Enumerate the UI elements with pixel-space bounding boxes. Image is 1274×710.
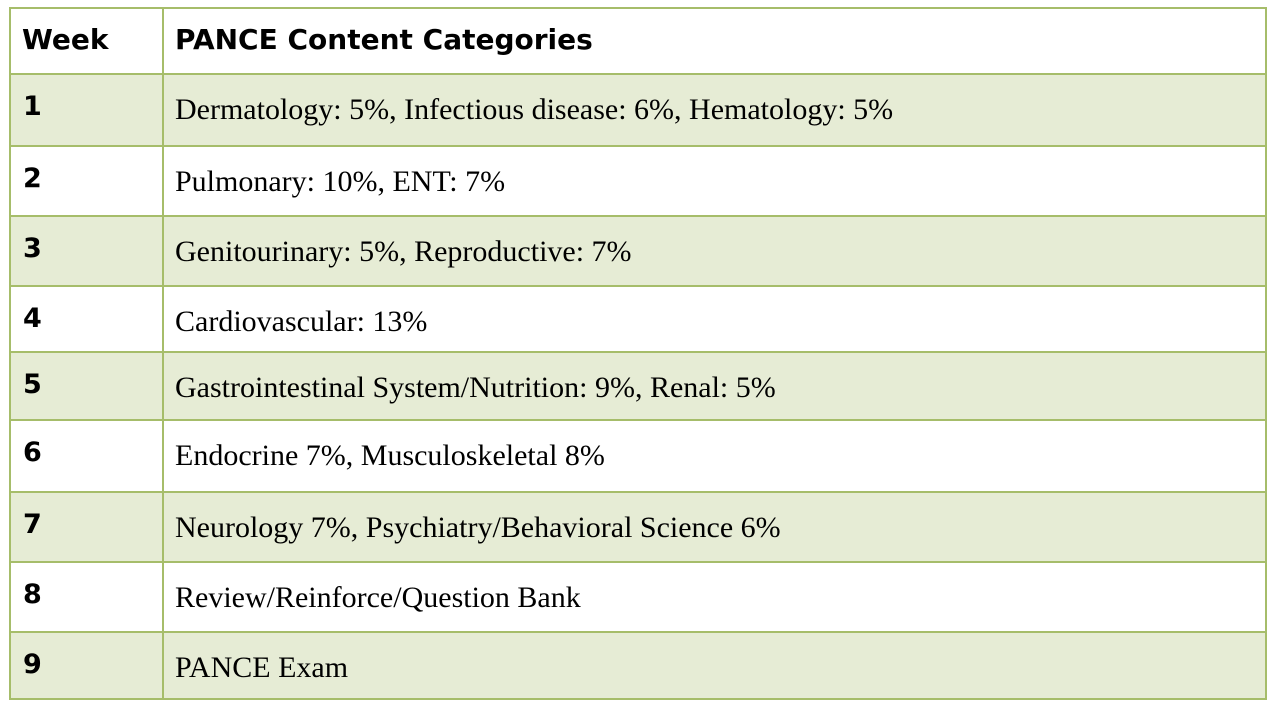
table-row [10,492,1266,562]
week-cell: 3 [10,216,163,286]
table-row [10,216,1266,286]
header-categories: PANCE Content Categories [163,8,1266,74]
table-row [10,352,1266,420]
table-row [10,632,1266,699]
table-row [10,146,1266,216]
week-cell: 2 [10,146,163,216]
week-cell: 8 [10,562,163,632]
pance-schedule-table [9,7,1267,700]
week-cell: 9 [10,632,163,699]
week-cell: 1 [10,74,163,146]
categories-cell: PANCE Exam [163,632,1266,699]
week-cell: 6 [10,420,163,492]
schedule-table-container [9,7,1265,700]
week-cell: 4 [10,286,163,352]
table-row [10,286,1266,352]
categories-cell: Pulmonary: 10%, ENT: 7% [163,146,1266,216]
week-cell: 7 [10,492,163,562]
week-cell: 5 [10,352,163,420]
categories-cell: Neurology 7%, Psychiatry/Behavioral Science 6% [163,492,1266,562]
categories-cell: Genitourinary: 5%, Reproductive: 7% [163,216,1266,286]
table-row [10,74,1266,146]
categories-cell: Gastrointestinal System/Nutrition: 9%, Renal: 5% [163,352,1266,420]
table-row [10,562,1266,632]
categories-cell: Cardiovascular: 13% [163,286,1266,352]
categories-cell: Dermatology: 5%, Infectious disease: 6%, Hematology: 5% [163,74,1266,146]
categories-cell: Review/Reinforce/Question Bank [163,562,1266,632]
table-row [10,420,1266,492]
header-week: Week [10,8,163,74]
categories-cell: Endocrine 7%, Musculoskeletal 8% [163,420,1266,492]
table-header-row [10,8,1266,74]
